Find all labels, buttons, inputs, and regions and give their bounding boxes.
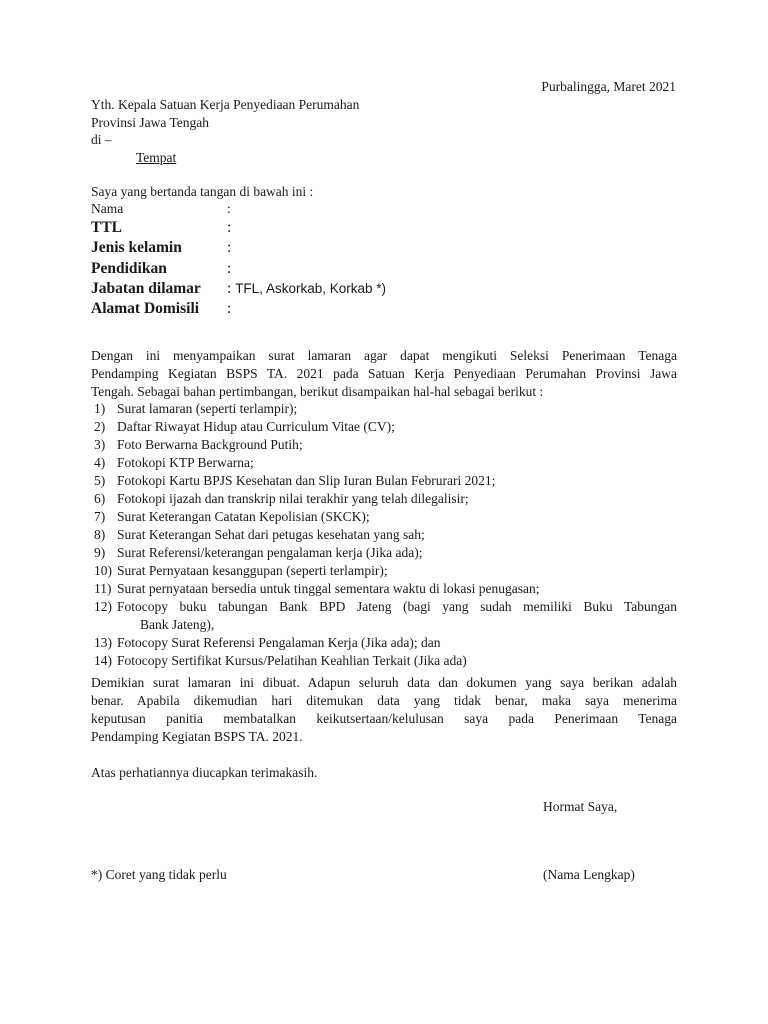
education-colon: : xyxy=(227,260,232,277)
signature-salutation: Hormat Saya, xyxy=(543,799,618,814)
list-item: 8) Surat Keterangan Sehat dari petugas kesehatan yang sah; xyxy=(94,527,425,542)
list-item: 1) Surat lamaran (seperti terlampir); xyxy=(94,401,298,416)
list-item: 4) Fotokopi KTP Berwarna; xyxy=(94,455,254,470)
body-paragraph xyxy=(91,347,677,401)
nama-label: Nama xyxy=(91,201,124,216)
list-item: 12) Fotocopy buku tabungan Bank BPD Jateng (bagi yang sudah memiliki Buku Tabungan Bank Jateng), xyxy=(94,599,677,632)
gender-label: Jenis kelamin xyxy=(91,239,182,256)
attachment-list xyxy=(94,400,677,670)
list-item: 5) Fotokopi Kartu BPJS Kesehatan dan Slip Iuran Bulan Februrari 2021; xyxy=(94,473,496,488)
position-colon: : xyxy=(227,280,232,297)
list-item: 2) Daftar Riwayat Hidup atau Curriculum Vitae (CV); xyxy=(94,419,395,434)
closing-paragraph xyxy=(91,674,677,746)
list-item: 10) Surat Pernyataan kesanggupan (seperti terlampir); xyxy=(94,563,388,578)
closing-line-1: Demikian surat lamaran ini dibuat. Adapun seluruh data dan dokumen yang saya berikan adalah xyxy=(91,675,677,690)
list-item: 9) Surat Referensi/keterangan pengalaman kerja (Jika ada); xyxy=(94,545,423,560)
recipient-line-1: Yth. Kepala Satuan Kerja Penyediaan Perumahan xyxy=(91,97,360,112)
recipient-place: Tempat xyxy=(136,150,177,165)
recipient-line-3: di – xyxy=(91,132,112,147)
ttl-colon: : xyxy=(227,219,232,236)
closing-line-2: benar. Apabila dikemudian hari ditemukan data yang tidak benar, maka saya menerima xyxy=(91,693,677,708)
closing-line-4: Pendamping Kegiatan BSPS TA. 2021. xyxy=(91,729,303,744)
list-item: 3) Foto Berwarna Background Putih; xyxy=(94,437,303,452)
list-item: 7) Surat Keterangan Catatan Kepolisian (SKCK); xyxy=(94,509,370,524)
body-line-3: Tengah. Sebagai bahan pertimbangan, berikut disampaikan hal-hal sebagai berikut : xyxy=(91,384,544,399)
signature-name-placeholder: (Nama Lengkap) xyxy=(543,867,635,882)
body-line-2: Pendamping Kegiatan BSPS TA. 2021 pada Satuan Kerja Penyediaan Perumahan Provinsi Jawa xyxy=(91,366,677,381)
ttl-label: TTL xyxy=(91,219,123,236)
gender-colon: : xyxy=(227,239,232,256)
address-label: Alamat Domisili xyxy=(91,300,200,317)
list-item: 11) Surat pernyataan bersedia untuk tinggal sementara waktu di lokasi penugasan; xyxy=(94,581,540,596)
nama-colon: : xyxy=(227,201,231,216)
position-value: TFL, Askorkab, Korkab *) xyxy=(235,281,386,296)
address-colon: : xyxy=(227,300,232,317)
closing-line-3: keputusan panitia membatalkan keikutsertaan/kelulusan saya pada Penerimaan Tenaga xyxy=(91,711,677,726)
place-date: Purbalingga, Maret 2021 xyxy=(541,79,676,94)
list-item: 14) Fotocopy Sertifikat Kursus/Pelatihan Keahlian Terkait (Jika ada) xyxy=(94,653,467,668)
intro-text: Saya yang bertanda tangan di bawah ini : xyxy=(91,184,314,199)
footnote: *) Coret yang tidak perlu xyxy=(91,867,227,882)
list-item: 13) Fotocopy Surat Referensi Pengalaman Kerja (Jika ada); dan xyxy=(94,635,441,650)
recipient-line-2: Provinsi Jawa Tengah xyxy=(91,115,210,130)
position-label: Jabatan dilamar xyxy=(91,280,201,297)
body-line-1: Dengan ini menyampaikan surat lamaran agar dapat mengikuti Seleksi Penerimaan Tenaga xyxy=(91,348,677,363)
thanks-text: Atas perhatiannya diucapkan terimakasih. xyxy=(91,765,318,780)
list-item: 6) Fotokopi ijazah dan transkrip nilai terakhir yang telah dilegalisir; xyxy=(94,491,469,506)
education-label: Pendidikan xyxy=(91,260,167,277)
